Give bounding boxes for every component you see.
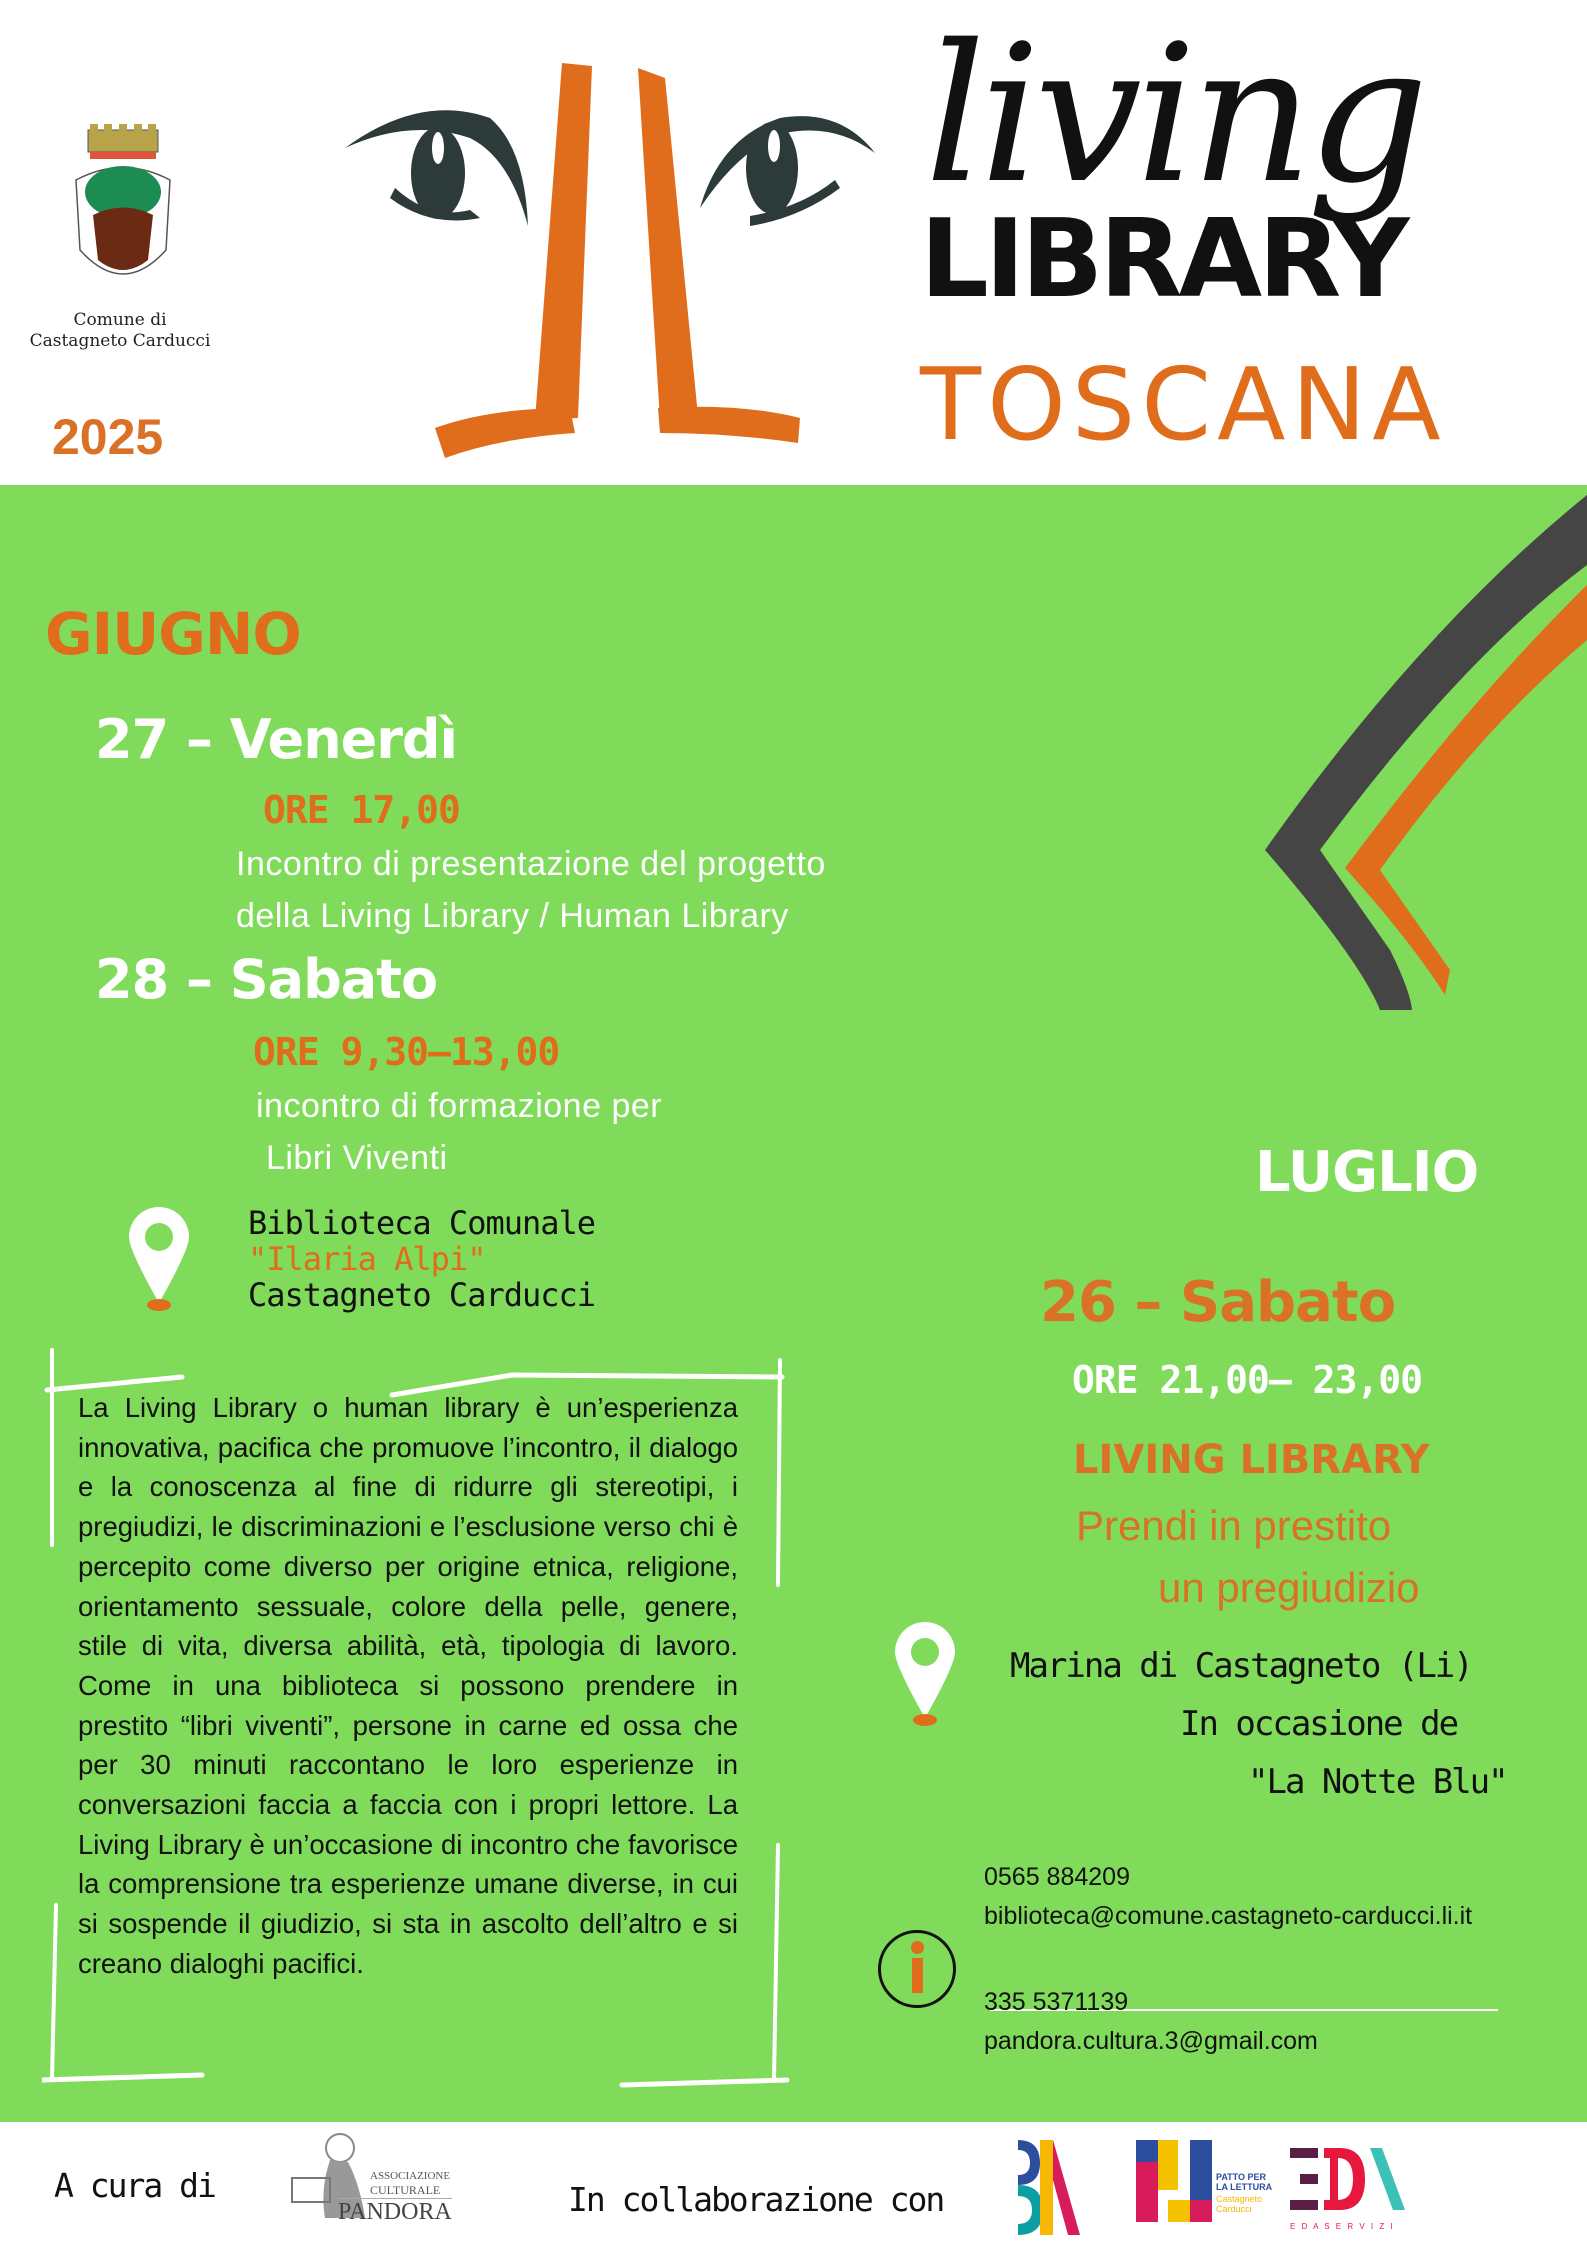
- patto-lettura-logo: [1136, 2140, 1286, 2235]
- patto-line2: LA LETTURA: [1216, 2182, 1273, 2192]
- june-location-line3: Castagneto Carducci: [248, 1276, 596, 1314]
- event-day-26: 26 – Sabato: [1040, 1270, 1396, 1335]
- logo-toscana: TOSCANA: [920, 346, 1447, 463]
- month-june: GIUGNO: [45, 600, 301, 668]
- eda-caption: E D A S E R V I Z I: [1290, 2222, 1395, 2231]
- living-library-description: La Living Library o human library è un’esperienza innovativa, pacifica che promuove l’incontro, il dialogo e la conoscenza al fine di ridurre gli stereotipi, i pregiudizi, le discriminazioni e l’esclusione verso chi è percepito come diverso per origine etnica, religione, orientamento sessuale, colore della pelle, genere, stile di vita, diversa abilità, età, tipologia di lavoro. Come in una biblioteca si possono prendere in prestito “libri viventi”, persone in carne ed ossa che per 30 minuti raccontano le loro esperienze in conversazioni faccia a faccia con i propri lettore. La Living Library è un’occasione di incontro che favorisce la comprensione tra esperienze umane diverse, in cui si sospende il giudizio, si sta in ascolto dell’altro e si creano dialoghi pacifici.: [78, 1392, 738, 1979]
- june-location: [248, 1205, 595, 1313]
- location-pin-icon: [892, 1620, 958, 1728]
- event-desc-28-line2: Libri Viventi: [256, 1139, 448, 1177]
- municipality-line1: Comune di: [73, 310, 167, 330]
- location-pin-icon: [126, 1205, 192, 1313]
- coat-of-arms-icon: [68, 120, 178, 295]
- eda-mark-icon: [1290, 2148, 1410, 2213]
- event-time-28: ORE 9,30–13,00: [253, 1030, 560, 1074]
- event-desc-28-line1: incontro di formazione per: [256, 1087, 663, 1125]
- tagline-line1: Prendi in prestito: [1076, 1502, 1392, 1549]
- event-desc-27-line1: Incontro di presentazione del progetto: [236, 845, 826, 883]
- eda-servizi-logo: [1290, 2148, 1430, 2238]
- municipality-name: [20, 310, 220, 352]
- patto-line1: PATTO PER: [1216, 2172, 1267, 2182]
- pandora-email[interactable]: pandora.cultura.3@gmail.com: [984, 2027, 1318, 2055]
- event-desc-28: [256, 1080, 662, 1184]
- june-location-line2: "Ilaria Alpi": [248, 1240, 486, 1278]
- collaboration-label: In collaborazione con: [568, 2180, 944, 2219]
- july-location-line2: In occasione de: [1180, 1704, 1458, 1744]
- patto-line4: Carducci: [1216, 2204, 1252, 2214]
- info-icon: [878, 1930, 956, 2008]
- pandora-phone[interactable]: 335 5371139: [984, 1988, 1129, 2016]
- face-logo-icon: [320, 48, 900, 468]
- library-phone[interactable]: 0565 884209: [984, 1863, 1130, 1891]
- ba-logo-icon: [1018, 2140, 1083, 2235]
- logo-library: LIBRARY: [920, 197, 1406, 322]
- tagline-line2: un pregiudizio: [1158, 1564, 1420, 1611]
- event-desc-27: [236, 838, 826, 942]
- event-day-27: 27 – Venerdì: [95, 708, 458, 771]
- july-location-line1: Marina di Castagneto (Li): [1010, 1646, 1472, 1686]
- municipality-line2: Castagneto Carducci: [29, 331, 211, 351]
- event-time-27: ORE 17,00: [263, 788, 460, 832]
- library-email[interactable]: biblioteca@comune.castagneto-carducci.li.it: [984, 1902, 1473, 1930]
- june-location-line1: Biblioteca Comunale: [248, 1204, 596, 1242]
- event-desc-27-line2: della Living Library / Human Library: [236, 897, 789, 935]
- pandora-small2: CULTURALE: [370, 2183, 441, 2197]
- pandora-small1: ASSOCIAZIONE: [370, 2170, 451, 2182]
- curated-by-label: A cura di: [54, 2166, 215, 2205]
- july-location-line3: "La Notte Blu": [1248, 1762, 1507, 1802]
- logo-living: living: [925, 4, 1423, 225]
- event-time-26: ORE 21,00– 23,00: [1072, 1358, 1423, 1402]
- event-day-28: 28 – Sabato: [95, 948, 438, 1011]
- year: 2025: [52, 409, 164, 465]
- patto-line3: Castagneto: [1216, 2194, 1263, 2204]
- event-title-living-library: LIVING LIBRARY: [1073, 1437, 1430, 1483]
- month-july: LUGLIO: [1255, 1140, 1479, 1205]
- pandora-name: PANDORA: [338, 2199, 452, 2225]
- pandora-logo: [290, 2130, 470, 2230]
- chevron-decoration-icon: [1240, 490, 1587, 1010]
